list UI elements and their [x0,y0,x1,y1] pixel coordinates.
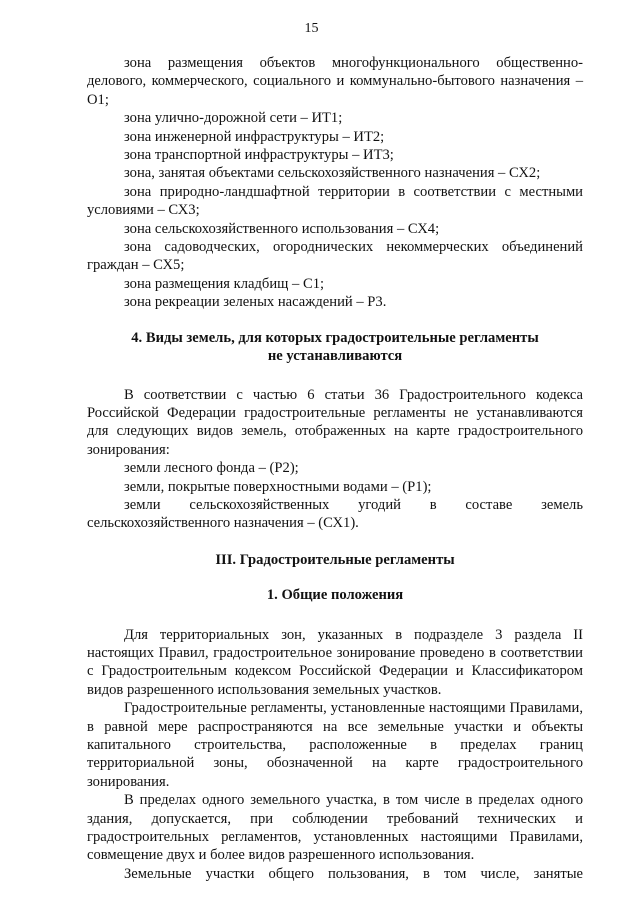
zone-item: зона размещения объектов многофункционального общественно-делового, коммерческого, социального и коммунально-бытового назначения – О1; [87,55,583,108]
section-4-intro: В соответствии с частью 6 статьи 36 Градостроительного кодекса Российской Федерации градостроительные регламенты не устанавливаются для следующих видов земель, отображенных на карте градостроительного зонирования: [87,386,583,458]
land-type-item: земли сельскохозяйственных угодий в составе земель сельскохозяйственного назначения – (СХ1). [87,496,583,532]
body-paragraph: Градостроительные регламенты, установленные настоящими Правилами, в равной мере распространяются на все земельные участки и объекты капитального строительства, расположенные в пределах границ территориальной зоны, обозначенной на карте градостроительного зонирования. [87,700,583,790]
land-type-item: земли, покрытые поверхностными водами – (Р1); [124,478,432,495]
zone-item: зона инженерной инфраструктуры – ИТ2; [124,128,385,145]
zone-item: зона природно-ландшафтной территории в соответствии с местными условиями – СХ3; [87,183,583,219]
land-type-item: земли лесного фонда – (Р2); [124,460,299,477]
page-number: 15 [304,21,319,36]
part-3-heading: III. Градостроительные регламенты [215,551,455,568]
zones-list [87,54,583,312]
zone-item: зона транспортной инфраструктуры – ИТ3; [124,147,394,164]
zone-item: зона садоводческих, огороднических некоммерческих объединений граждан – СХ5; [87,239,583,274]
zone-item: зона рекреации зеленых насаждений – Р3. [124,294,387,311]
zone-item: зона сельскохозяйственного использования – СХ4; [124,220,440,237]
zone-item: зона, занятая объектами сельскохозяйственного назначения – СХ2; [124,165,541,182]
section-4-heading-line2: не устанавливаются [267,348,403,365]
document-body [87,54,583,883]
zone-item: зона улично-дорожной сети – ИТ1; [124,110,343,127]
section-4-heading-line1: 4. Виды земель, для которых градостроительные регламенты [131,329,539,346]
section-4-heading [87,329,583,366]
general-provisions-heading: 1. Общие положения [266,587,404,604]
body-paragraph: Для территориальных зон, указанных в подразделе 3 раздела II настоящих Правил, градостроительное зонирование проведено в соответствии с Градостроительным кодексом Российской Федерации и Классификатором видов разрешенного использования земельных участков. [87,626,583,698]
body-paragraph: В пределах одного земельного участка, в том числе в пределах одного здания, допускается, при соблюдении требований технических и градостроительных регламентов, установленных настоящими Правилами, совмещение двух и более видов разрешенного использования. [87,792,583,864]
zone-item: зона размещения кладбищ – С1; [124,275,325,292]
body-paragraph: Земельные участки общего пользования, в том числе, занятые [124,865,583,882]
